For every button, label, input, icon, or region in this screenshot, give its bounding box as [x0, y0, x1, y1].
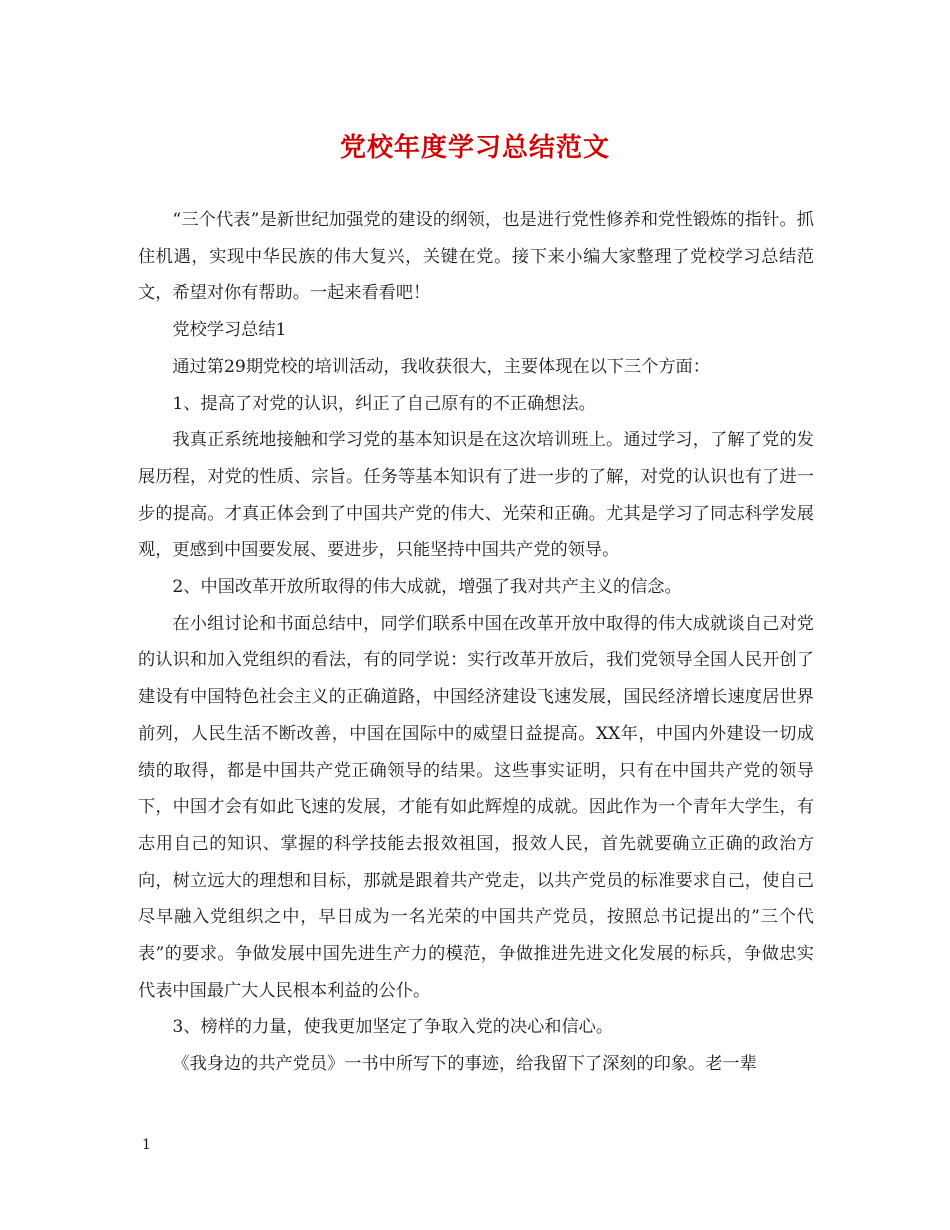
paragraph-intro: “三个代表”是新世纪加强党的建设的纲领，也是进行党性修养和党性锻炼的指针。抓住机遇，实现中华民族的伟大复兴，关键在党。接下来小编大家整理了党校学习总结范文，希望对你有帮助。一起来看看吧！ — [138, 210, 814, 304]
point-heading-3: 3、榜样的力量，使我更加坚定了争取入党的决心和信心。 — [172, 1017, 614, 1038]
paragraph: 在小组讨论和书面总结中，同学们联系中国在改革开放中取得的伟大成就谈自己对党的认识和加入党组织的看法，有的同学说：实行改革开放后，我们党领导全国人民开创了建设有中国特色社会主义的正确道路，中国经济建设飞速发展，国民经济增长速度居世界前列，人民生活不断改善，中国在国际中的威望日益提高。XX年，中国内外建设一切成绩的取得，都是中国共产党正确领导的结果。这些事实证明，只有在中国共产党的领导下，中国才会有如此飞速的发展，才能有如此辉煌的成就。因此作为一个青年大学生，有志用自己的知识、掌握的科学技能去报效祖国，报效人民，首先就要确立正确的政治方向，树立远大的理想和目标，那就是跟着共产党走，以共产党员的标准要求自己，使自己尽早融入党组织之中，早日成为一名光荣的中国共产党员，按照总书记提出的”三个代表”的要求。争做发展中国先进生产力的模范，争做推进先进文化发展的标兵，争做忠实代表中国最广大人民根本利益的公仆。 — [138, 613, 814, 1001]
page-number: 1 — [142, 1137, 151, 1153]
paragraph: 通过第29期党校的培训活动，我收获很大，主要体现在以下三个方面： — [172, 356, 710, 377]
point-heading-2: 2、中国改革开放所取得的伟大成就，增强了我对共产主义的信念。 — [172, 577, 682, 598]
paragraph: 《我身边的共产党员》一书中所写下的事迹，给我留下了深刻的印象。老一辈 — [172, 1054, 757, 1075]
paragraph: 我真正系统地接触和学习党的基本知识是在这次培训班上。通过学习，了解了党的发展历程，对党的性质、宗旨。任务等基本知识有了进一步的了解，对党的认识也有了进一步的提高。才真正体会到了中国共产党的伟大、光荣和正确。尤其是学习了同志科学发展观，更感到中国要发展、要进步，只能坚持中国共产党的领导。 — [138, 430, 814, 561]
document-body — [138, 202, 814, 1083]
section-heading: 党校学习总结1 — [172, 320, 287, 341]
point-heading-1: 1、提高了对党的认识，纠正了自己原有的不正确想法。 — [172, 393, 596, 414]
document-title: 党校年度学习总结范文 — [339, 133, 610, 163]
